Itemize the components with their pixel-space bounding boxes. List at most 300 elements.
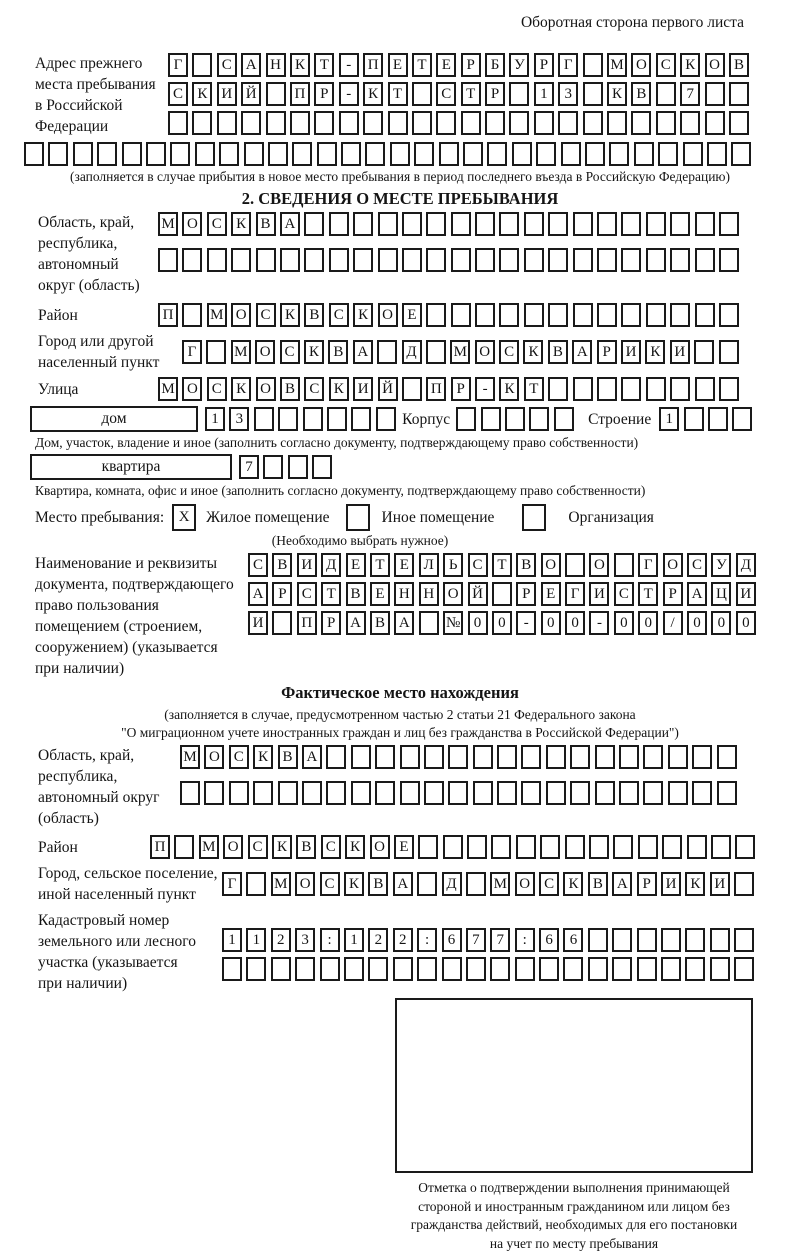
form-cell[interactable] xyxy=(168,111,188,135)
form-cell[interactable]: Р xyxy=(637,872,657,896)
form-cell[interactable]: 0 xyxy=(468,611,488,635)
form-cell[interactable] xyxy=(487,142,507,166)
form-cell[interactable] xyxy=(565,835,585,859)
form-cell[interactable]: О xyxy=(378,303,398,327)
form-cell[interactable] xyxy=(390,142,410,166)
form-cell[interactable]: В xyxy=(278,745,298,769)
form-cell[interactable] xyxy=(707,142,727,166)
form-cell[interactable]: И xyxy=(353,377,373,401)
form-cell[interactable] xyxy=(695,303,715,327)
form-cell[interactable]: А xyxy=(241,53,261,77)
form-cell[interactable]: Р xyxy=(516,582,536,606)
form-cell[interactable] xyxy=(363,111,383,135)
form-cell[interactable] xyxy=(588,928,608,952)
form-cell[interactable] xyxy=(195,142,215,166)
form-cell[interactable]: О xyxy=(370,835,390,859)
form-cell[interactable]: Е xyxy=(402,303,422,327)
form-cell[interactable] xyxy=(388,111,408,135)
form-cell[interactable]: О xyxy=(541,553,561,577)
form-cell[interactable]: Т xyxy=(461,82,481,106)
form-cell[interactable] xyxy=(661,957,681,981)
form-cell[interactable]: Г xyxy=(222,872,242,896)
form-cell[interactable]: 7 xyxy=(680,82,700,106)
form-cell[interactable]: К xyxy=(563,872,583,896)
form-cell[interactable]: 7 xyxy=(466,928,486,952)
form-cell[interactable] xyxy=(583,82,603,106)
form-cell[interactable] xyxy=(254,407,274,431)
form-cell[interactable]: С xyxy=(539,872,559,896)
form-cell[interactable]: / xyxy=(663,611,683,635)
form-cell[interactable] xyxy=(467,835,487,859)
form-cell[interactable]: К xyxy=(253,745,273,769)
form-cell[interactable]: 6 xyxy=(539,928,559,952)
form-cell[interactable] xyxy=(509,111,529,135)
form-cell[interactable] xyxy=(466,957,486,981)
form-cell[interactable] xyxy=(546,781,566,805)
form-cell[interactable]: С xyxy=(248,553,268,577)
form-cell[interactable]: Л xyxy=(419,553,439,577)
form-cell[interactable] xyxy=(685,928,705,952)
form-cell[interactable] xyxy=(613,835,633,859)
form-cell[interactable]: О xyxy=(475,340,495,364)
form-cell[interactable] xyxy=(621,303,641,327)
form-cell[interactable] xyxy=(512,142,532,166)
form-cell[interactable] xyxy=(475,303,495,327)
form-cell[interactable] xyxy=(583,111,603,135)
form-cell[interactable]: К xyxy=(645,340,665,364)
form-cell[interactable] xyxy=(368,957,388,981)
form-cell[interactable] xyxy=(192,53,212,77)
form-cell[interactable] xyxy=(612,957,632,981)
form-cell[interactable]: Е xyxy=(394,553,414,577)
form-cell[interactable] xyxy=(548,303,568,327)
form-cell[interactable] xyxy=(684,407,704,431)
form-cell[interactable]: Г xyxy=(168,53,188,77)
form-cell[interactable] xyxy=(683,142,703,166)
form-cell[interactable] xyxy=(475,212,495,236)
form-cell[interactable] xyxy=(272,611,292,635)
form-cell[interactable]: 3 xyxy=(229,407,249,431)
form-cell[interactable]: - xyxy=(339,82,359,106)
form-cell[interactable] xyxy=(417,872,437,896)
form-cell[interactable] xyxy=(719,340,739,364)
form-cell[interactable] xyxy=(442,957,462,981)
form-cell[interactable]: К xyxy=(685,872,705,896)
form-cell[interactable] xyxy=(326,781,346,805)
form-cell[interactable]: С xyxy=(168,82,188,106)
form-cell[interactable] xyxy=(400,745,420,769)
form-cell[interactable] xyxy=(705,82,725,106)
form-cell[interactable] xyxy=(497,745,517,769)
form-cell[interactable]: О xyxy=(182,212,202,236)
form-cell[interactable] xyxy=(219,142,239,166)
form-cell[interactable] xyxy=(304,212,324,236)
form-cell[interactable] xyxy=(734,872,754,896)
form-cell[interactable]: О xyxy=(295,872,315,896)
form-cell[interactable]: Р xyxy=(451,377,471,401)
form-cell[interactable]: К xyxy=(304,340,324,364)
form-cell[interactable] xyxy=(266,82,286,106)
form-cell[interactable] xyxy=(327,407,347,431)
form-cell[interactable] xyxy=(668,745,688,769)
form-cell[interactable] xyxy=(662,835,682,859)
form-cell[interactable] xyxy=(621,248,641,272)
form-cell[interactable] xyxy=(451,212,471,236)
form-cell[interactable]: В xyxy=(631,82,651,106)
form-cell[interactable]: О xyxy=(589,553,609,577)
form-cell[interactable] xyxy=(263,455,283,479)
form-cell[interactable] xyxy=(638,835,658,859)
form-cell[interactable] xyxy=(668,781,688,805)
form-cell[interactable] xyxy=(695,212,715,236)
form-cell[interactable] xyxy=(499,212,519,236)
form-cell[interactable]: Ц xyxy=(711,582,731,606)
form-cell[interactable]: С xyxy=(687,553,707,577)
form-cell[interactable] xyxy=(295,957,315,981)
form-cell[interactable]: Е xyxy=(394,835,414,859)
form-cell[interactable]: В xyxy=(516,553,536,577)
form-cell[interactable]: В xyxy=(296,835,316,859)
form-cell[interactable]: В xyxy=(370,611,390,635)
checkbox-inoe-pomeshchenie[interactable] xyxy=(346,504,370,531)
form-cell[interactable]: 0 xyxy=(711,611,731,635)
form-cell[interactable]: А xyxy=(612,872,632,896)
form-cell[interactable] xyxy=(353,212,373,236)
form-cell[interactable]: И xyxy=(621,340,641,364)
form-cell[interactable] xyxy=(597,248,617,272)
form-cell[interactable] xyxy=(534,111,554,135)
form-cell[interactable]: К xyxy=(192,82,212,106)
form-cell[interactable]: Н xyxy=(266,53,286,77)
form-cell[interactable]: 7 xyxy=(239,455,259,479)
form-cell[interactable]: П xyxy=(363,53,383,77)
form-cell[interactable] xyxy=(377,340,397,364)
form-cell[interactable] xyxy=(419,611,439,635)
form-cell[interactable]: Т xyxy=(492,553,512,577)
form-cell[interactable] xyxy=(182,248,202,272)
form-cell[interactable]: К xyxy=(344,872,364,896)
form-cell[interactable] xyxy=(637,957,657,981)
form-cell[interactable] xyxy=(466,872,486,896)
form-cell[interactable] xyxy=(439,142,459,166)
form-cell[interactable] xyxy=(529,407,549,431)
form-cell[interactable]: О xyxy=(663,553,683,577)
form-cell[interactable] xyxy=(692,781,712,805)
form-cell[interactable] xyxy=(499,303,519,327)
form-cell[interactable]: М xyxy=(490,872,510,896)
form-cell[interactable] xyxy=(694,340,714,364)
form-cell[interactable]: К xyxy=(272,835,292,859)
form-cell[interactable]: О xyxy=(631,53,651,77)
form-cell[interactable] xyxy=(246,872,266,896)
form-cell[interactable] xyxy=(412,111,432,135)
form-cell[interactable] xyxy=(314,111,334,135)
form-cell[interactable] xyxy=(491,835,511,859)
form-cell[interactable] xyxy=(719,377,739,401)
form-cell[interactable]: А xyxy=(394,611,414,635)
form-cell[interactable]: Р xyxy=(663,582,683,606)
form-cell[interactable] xyxy=(570,745,590,769)
form-cell[interactable] xyxy=(326,745,346,769)
form-cell[interactable] xyxy=(539,957,559,981)
form-cell[interactable]: Р xyxy=(321,611,341,635)
form-cell[interactable]: Н xyxy=(394,582,414,606)
form-cell[interactable] xyxy=(320,957,340,981)
form-cell[interactable] xyxy=(717,745,737,769)
form-cell[interactable]: В xyxy=(346,582,366,606)
form-cell[interactable]: О xyxy=(515,872,535,896)
form-cell[interactable]: Д xyxy=(402,340,422,364)
form-cell[interactable]: Г xyxy=(558,53,578,77)
form-cell[interactable] xyxy=(378,212,398,236)
form-cell[interactable]: Н xyxy=(419,582,439,606)
form-cell[interactable] xyxy=(646,248,666,272)
form-cell[interactable] xyxy=(524,248,544,272)
form-cell[interactable] xyxy=(424,745,444,769)
form-cell[interactable]: С xyxy=(468,553,488,577)
form-cell[interactable] xyxy=(73,142,93,166)
form-cell[interactable]: В xyxy=(548,340,568,364)
form-cell[interactable] xyxy=(585,142,605,166)
form-cell[interactable]: И xyxy=(736,582,756,606)
form-cell[interactable] xyxy=(231,248,251,272)
form-cell[interactable]: С xyxy=(656,53,676,77)
form-cell[interactable] xyxy=(548,212,568,236)
form-cell[interactable]: Е xyxy=(436,53,456,77)
form-cell[interactable] xyxy=(170,142,190,166)
form-cell[interactable]: - xyxy=(339,53,359,77)
form-cell[interactable] xyxy=(426,212,446,236)
form-cell[interactable]: Т xyxy=(314,53,334,77)
form-cell[interactable]: Д xyxy=(736,553,756,577)
form-cell[interactable]: Д xyxy=(321,553,341,577)
form-cell[interactable] xyxy=(589,835,609,859)
form-cell[interactable] xyxy=(417,957,437,981)
form-cell[interactable]: Е xyxy=(541,582,561,606)
form-cell[interactable]: И xyxy=(589,582,609,606)
form-cell[interactable] xyxy=(280,248,300,272)
form-cell[interactable] xyxy=(497,781,517,805)
form-cell[interactable] xyxy=(563,957,583,981)
form-cell[interactable] xyxy=(521,781,541,805)
form-cell[interactable]: П xyxy=(290,82,310,106)
form-cell[interactable] xyxy=(646,212,666,236)
form-cell[interactable] xyxy=(643,745,663,769)
form-cell[interactable]: В xyxy=(256,212,276,236)
form-cell[interactable]: 0 xyxy=(492,611,512,635)
form-cell[interactable]: В xyxy=(280,377,300,401)
form-cell[interactable]: В xyxy=(328,340,348,364)
form-cell[interactable]: К xyxy=(353,303,373,327)
form-cell[interactable]: Т xyxy=(524,377,544,401)
form-cell[interactable]: С xyxy=(436,82,456,106)
form-cell[interactable] xyxy=(376,407,396,431)
form-cell[interactable]: - xyxy=(475,377,495,401)
form-cell[interactable] xyxy=(708,407,728,431)
form-cell[interactable] xyxy=(481,407,501,431)
form-cell[interactable] xyxy=(97,142,117,166)
form-cell[interactable]: Г xyxy=(638,553,658,577)
form-cell[interactable] xyxy=(719,248,739,272)
form-cell[interactable] xyxy=(619,781,639,805)
form-cell[interactable] xyxy=(637,928,657,952)
form-cell[interactable] xyxy=(414,142,434,166)
form-cell[interactable] xyxy=(717,781,737,805)
form-cell[interactable]: О xyxy=(231,303,251,327)
form-cell[interactable] xyxy=(217,111,237,135)
form-cell[interactable] xyxy=(711,835,731,859)
form-cell[interactable]: 6 xyxy=(563,928,583,952)
form-cell[interactable]: Б xyxy=(485,53,505,77)
form-cell[interactable] xyxy=(619,745,639,769)
form-cell[interactable] xyxy=(548,248,568,272)
form-cell[interactable] xyxy=(719,212,739,236)
form-cell[interactable]: С xyxy=(304,377,324,401)
form-cell[interactable]: Т xyxy=(388,82,408,106)
form-cell[interactable] xyxy=(670,212,690,236)
form-cell[interactable]: К xyxy=(280,303,300,327)
form-cell[interactable] xyxy=(656,111,676,135)
form-cell[interactable] xyxy=(583,53,603,77)
form-cell[interactable] xyxy=(351,781,371,805)
form-cell[interactable] xyxy=(687,835,707,859)
form-cell[interactable]: С xyxy=(614,582,634,606)
form-cell[interactable] xyxy=(122,142,142,166)
form-cell[interactable] xyxy=(292,142,312,166)
form-cell[interactable] xyxy=(546,745,566,769)
form-cell[interactable] xyxy=(595,781,615,805)
form-cell[interactable] xyxy=(661,928,681,952)
form-cell[interactable]: С xyxy=(207,212,227,236)
form-cell[interactable] xyxy=(375,745,395,769)
form-cell[interactable] xyxy=(634,142,654,166)
form-cell[interactable] xyxy=(436,111,456,135)
form-cell[interactable] xyxy=(515,957,535,981)
form-cell[interactable]: К xyxy=(231,212,251,236)
form-cell[interactable]: А xyxy=(353,340,373,364)
form-cell[interactable]: 0 xyxy=(638,611,658,635)
form-cell[interactable] xyxy=(351,407,371,431)
form-cell[interactable] xyxy=(646,303,666,327)
form-cell[interactable] xyxy=(505,407,525,431)
form-cell[interactable] xyxy=(229,781,249,805)
form-cell[interactable] xyxy=(206,340,226,364)
form-cell[interactable]: О xyxy=(223,835,243,859)
form-cell[interactable] xyxy=(48,142,68,166)
form-cell[interactable]: 2 xyxy=(393,928,413,952)
form-cell[interactable] xyxy=(418,835,438,859)
form-cell[interactable] xyxy=(146,142,166,166)
form-cell[interactable] xyxy=(244,142,264,166)
form-cell[interactable] xyxy=(241,111,261,135)
form-cell[interactable] xyxy=(473,745,493,769)
form-cell[interactable] xyxy=(426,303,446,327)
form-cell[interactable]: Г xyxy=(565,582,585,606)
form-cell[interactable] xyxy=(426,248,446,272)
form-cell[interactable]: Е xyxy=(388,53,408,77)
form-cell[interactable] xyxy=(734,957,754,981)
form-cell[interactable] xyxy=(731,142,751,166)
form-cell[interactable] xyxy=(424,781,444,805)
form-cell[interactable] xyxy=(621,212,641,236)
form-cell[interactable] xyxy=(246,957,266,981)
form-cell[interactable]: Г xyxy=(182,340,202,364)
form-cell[interactable]: С xyxy=(329,303,349,327)
form-cell[interactable] xyxy=(402,248,422,272)
form-cell[interactable]: В xyxy=(272,553,292,577)
form-cell[interactable]: Е xyxy=(370,582,390,606)
form-cell[interactable]: В xyxy=(588,872,608,896)
form-cell[interactable]: К xyxy=(523,340,543,364)
form-cell[interactable]: Т xyxy=(412,53,432,77)
form-cell[interactable]: В xyxy=(304,303,324,327)
form-cell[interactable]: 7 xyxy=(490,928,510,952)
form-cell[interactable] xyxy=(353,248,373,272)
form-cell[interactable] xyxy=(536,142,556,166)
form-cell[interactable] xyxy=(492,582,512,606)
checkbox-zhiloe-pomeshchenie[interactable]: X xyxy=(172,504,196,531)
form-cell[interactable]: И xyxy=(217,82,237,106)
form-cell[interactable] xyxy=(204,781,224,805)
form-cell[interactable] xyxy=(719,303,739,327)
form-cell[interactable]: С xyxy=(217,53,237,77)
form-cell[interactable] xyxy=(695,248,715,272)
form-cell[interactable]: 1 xyxy=(246,928,266,952)
form-cell[interactable] xyxy=(729,111,749,135)
form-cell[interactable]: - xyxy=(589,611,609,635)
form-cell[interactable]: К xyxy=(680,53,700,77)
form-cell[interactable] xyxy=(402,212,422,236)
form-cell[interactable]: А xyxy=(248,582,268,606)
form-cell[interactable]: 1 xyxy=(344,928,364,952)
form-cell[interactable] xyxy=(561,142,581,166)
form-cell[interactable]: М xyxy=(450,340,470,364)
form-cell[interactable]: О xyxy=(256,377,276,401)
form-cell[interactable] xyxy=(670,377,690,401)
form-cell[interactable]: Р xyxy=(534,53,554,77)
form-cell[interactable] xyxy=(393,957,413,981)
form-cell[interactable] xyxy=(24,142,44,166)
form-cell[interactable]: Т xyxy=(321,582,341,606)
form-cell[interactable] xyxy=(573,248,593,272)
form-cell[interactable] xyxy=(548,377,568,401)
form-cell[interactable] xyxy=(631,111,651,135)
form-cell[interactable]: К xyxy=(363,82,383,106)
form-cell[interactable] xyxy=(463,142,483,166)
form-cell[interactable] xyxy=(597,303,617,327)
form-cell[interactable] xyxy=(339,111,359,135)
form-cell[interactable] xyxy=(509,82,529,106)
form-cell[interactable] xyxy=(695,377,715,401)
form-cell[interactable]: 1 xyxy=(205,407,225,431)
form-cell[interactable] xyxy=(378,248,398,272)
form-cell[interactable] xyxy=(312,455,332,479)
form-cell[interactable]: Р xyxy=(485,82,505,106)
form-cell[interactable]: М xyxy=(271,872,291,896)
form-cell[interactable]: С xyxy=(321,835,341,859)
form-cell[interactable] xyxy=(595,745,615,769)
form-cell[interactable] xyxy=(485,111,505,135)
form-cell[interactable] xyxy=(558,111,578,135)
form-cell[interactable]: М xyxy=(207,303,227,327)
form-cell[interactable]: Р xyxy=(272,582,292,606)
form-cell[interactable] xyxy=(607,111,627,135)
form-cell[interactable] xyxy=(174,835,194,859)
form-cell[interactable] xyxy=(597,212,617,236)
form-cell[interactable] xyxy=(375,781,395,805)
form-cell[interactable] xyxy=(351,745,371,769)
form-cell[interactable] xyxy=(303,407,323,431)
